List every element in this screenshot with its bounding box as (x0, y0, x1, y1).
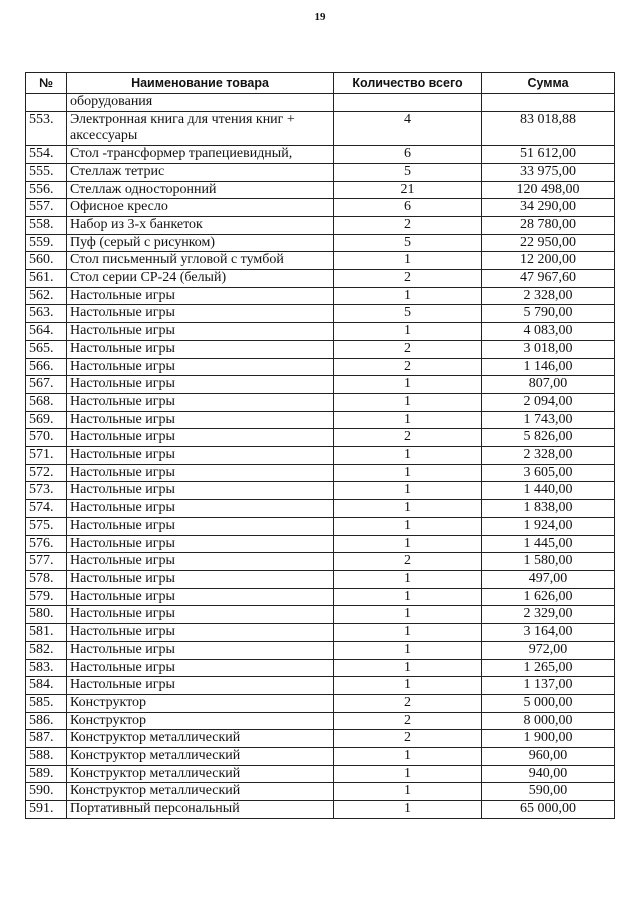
cell-sum: 1 146,00 (482, 358, 615, 376)
table-row (26, 712, 615, 730)
cell-name: Конструктор металлический (67, 765, 334, 783)
cell-qty: 21 (334, 181, 482, 199)
cell-sum: 1 137,00 (482, 677, 615, 695)
cell-num: 556. (26, 181, 67, 199)
cell-sum: 12 200,00 (482, 252, 615, 270)
cell-num: 559. (26, 234, 67, 252)
cell-qty: 5 (334, 163, 482, 181)
cell-num: 557. (26, 199, 67, 217)
cell-num: 567. (26, 376, 67, 394)
cell-qty: 2 (334, 340, 482, 358)
cell-qty: 6 (334, 146, 482, 164)
table-row (26, 199, 615, 217)
cell-qty: 1 (334, 464, 482, 482)
cell-name: Настольные игры (67, 500, 334, 518)
table-row (26, 748, 615, 766)
cell-sum: 34 290,00 (482, 199, 615, 217)
cell-qty: 6 (334, 199, 482, 217)
cell-name: Настольные игры (67, 447, 334, 465)
cell-sum: 807,00 (482, 376, 615, 394)
cell-sum: 1 440,00 (482, 482, 615, 500)
cell-num: 588. (26, 748, 67, 766)
table-row (26, 535, 615, 553)
cell-name: Офисное кресло (67, 199, 334, 217)
table-row (26, 287, 615, 305)
cell-qty (334, 94, 482, 112)
cell-sum: 3 018,00 (482, 340, 615, 358)
cell-name: Настольные игры (67, 624, 334, 642)
table-row (26, 606, 615, 624)
table-row (26, 181, 615, 199)
cell-name: Набор из 3-х банкеток (67, 216, 334, 234)
cell-num: 591. (26, 801, 67, 819)
cell-sum: 3 164,00 (482, 624, 615, 642)
cell-sum: 28 780,00 (482, 216, 615, 234)
cell-num: 563. (26, 305, 67, 323)
cell-sum: 33 975,00 (482, 163, 615, 181)
cell-qty: 1 (334, 801, 482, 819)
cell-qty: 1 (334, 252, 482, 270)
cell-qty: 1 (334, 677, 482, 695)
cell-name: Конструктор (67, 694, 334, 712)
cell-name: Настольные игры (67, 287, 334, 305)
cell-sum: 1 838,00 (482, 500, 615, 518)
cell-sum: 3 605,00 (482, 464, 615, 482)
cell-sum: 5 000,00 (482, 694, 615, 712)
cell-name: Стеллаж односторонний (67, 181, 334, 199)
cell-qty: 1 (334, 411, 482, 429)
cell-qty: 4 (334, 111, 482, 145)
cell-name: Портативный персональный (67, 801, 334, 819)
table-row (26, 641, 615, 659)
cell-qty: 1 (334, 535, 482, 553)
cell-name: Настольные игры (67, 482, 334, 500)
table-row (26, 801, 615, 819)
header-num: № (26, 73, 67, 94)
cell-num: 553. (26, 111, 67, 145)
goods-table (25, 72, 615, 819)
table-row (26, 500, 615, 518)
cell-num: 590. (26, 783, 67, 801)
cell-sum: 960,00 (482, 748, 615, 766)
cell-num: 587. (26, 730, 67, 748)
cell-name: Конструктор (67, 712, 334, 730)
table-row (26, 270, 615, 288)
table-row (26, 553, 615, 571)
cell-num: 575. (26, 517, 67, 535)
cell-num: 564. (26, 323, 67, 341)
cell-num: 583. (26, 659, 67, 677)
header-qty: Количество всего (334, 73, 482, 94)
table-row (26, 376, 615, 394)
cell-num: 565. (26, 340, 67, 358)
cell-sum: 1 743,00 (482, 411, 615, 429)
cell-sum: 1 265,00 (482, 659, 615, 677)
cell-num: 584. (26, 677, 67, 695)
cell-name: Настольные игры (67, 570, 334, 588)
cell-name: Настольные игры (67, 659, 334, 677)
cell-name: Пуф (серый с рисунком) (67, 234, 334, 252)
cell-num: 580. (26, 606, 67, 624)
cell-name: Стол серии СР-24 (белый) (67, 270, 334, 288)
cell-qty: 1 (334, 287, 482, 305)
table-row (26, 482, 615, 500)
cell-name: Настольные игры (67, 358, 334, 376)
table-row (26, 765, 615, 783)
cell-sum: 972,00 (482, 641, 615, 659)
cell-sum: 2 328,00 (482, 447, 615, 465)
cell-name: Настольные игры (67, 323, 334, 341)
table-row (26, 163, 615, 181)
cell-sum: 22 950,00 (482, 234, 615, 252)
cell-sum: 2 094,00 (482, 393, 615, 411)
table-row (26, 305, 615, 323)
cell-num (26, 94, 67, 112)
table-row (26, 429, 615, 447)
cell-name: Настольные игры (67, 429, 334, 447)
cell-sum: 1 445,00 (482, 535, 615, 553)
cell-name: Настольные игры (67, 393, 334, 411)
cell-qty: 1 (334, 588, 482, 606)
cell-sum: 8 000,00 (482, 712, 615, 730)
cell-sum: 1 900,00 (482, 730, 615, 748)
table-row (26, 517, 615, 535)
table-row (26, 588, 615, 606)
cell-name: Конструктор металлический (67, 748, 334, 766)
cell-qty: 1 (334, 500, 482, 518)
cell-num: 579. (26, 588, 67, 606)
cell-qty: 2 (334, 216, 482, 234)
table-body (26, 94, 615, 819)
cell-num: 582. (26, 641, 67, 659)
cell-name: Настольные игры (67, 606, 334, 624)
cell-qty: 1 (334, 447, 482, 465)
cell-num: 562. (26, 287, 67, 305)
cell-qty: 5 (334, 305, 482, 323)
cell-name: Стол письменный угловой с тумбой (67, 252, 334, 270)
table-row (26, 694, 615, 712)
table-row (26, 659, 615, 677)
table-row (26, 570, 615, 588)
table-row (26, 146, 615, 164)
table-row (26, 252, 615, 270)
cell-qty: 1 (334, 606, 482, 624)
cell-sum: 65 000,00 (482, 801, 615, 819)
cell-name: Настольные игры (67, 464, 334, 482)
table-row (26, 624, 615, 642)
cell-sum: 1 924,00 (482, 517, 615, 535)
cell-qty: 1 (334, 376, 482, 394)
cell-sum: 497,00 (482, 570, 615, 588)
table-row (26, 730, 615, 748)
table-row (26, 234, 615, 252)
cell-sum: 2 329,00 (482, 606, 615, 624)
cell-sum: 590,00 (482, 783, 615, 801)
cell-num: 577. (26, 553, 67, 571)
cell-qty: 2 (334, 553, 482, 571)
cell-num: 554. (26, 146, 67, 164)
cell-qty: 2 (334, 270, 482, 288)
cell-name: оборудования (67, 94, 334, 112)
table-row (26, 111, 615, 145)
cell-num: 570. (26, 429, 67, 447)
cell-qty: 1 (334, 659, 482, 677)
cell-num: 561. (26, 270, 67, 288)
header-name: Наименование товара (67, 73, 334, 94)
cell-num: 574. (26, 500, 67, 518)
cell-qty: 1 (334, 748, 482, 766)
cell-num: 578. (26, 570, 67, 588)
cell-name: Настольные игры (67, 641, 334, 659)
cell-qty: 1 (334, 765, 482, 783)
cell-num: 586. (26, 712, 67, 730)
table-row (26, 323, 615, 341)
header-sum: Сумма (482, 73, 615, 94)
cell-sum: 47 967,60 (482, 270, 615, 288)
table-row (26, 783, 615, 801)
cell-name: Конструктор металлический (67, 730, 334, 748)
table-row (26, 464, 615, 482)
table-row (26, 411, 615, 429)
cell-num: 585. (26, 694, 67, 712)
cell-name: Электронная книга для чтения книг + аксессуары (67, 111, 334, 145)
table-row (26, 340, 615, 358)
cell-name: Конструктор металлический (67, 783, 334, 801)
cell-qty: 1 (334, 783, 482, 801)
table-row (26, 358, 615, 376)
cell-name: Настольные игры (67, 553, 334, 571)
cell-num: 569. (26, 411, 67, 429)
cell-name: Настольные игры (67, 535, 334, 553)
cell-sum: 4 083,00 (482, 323, 615, 341)
cell-qty: 2 (334, 429, 482, 447)
cell-num: 581. (26, 624, 67, 642)
table-row (26, 447, 615, 465)
table-header-row (26, 73, 615, 94)
cell-qty: 2 (334, 730, 482, 748)
cell-num: 589. (26, 765, 67, 783)
cell-num: 568. (26, 393, 67, 411)
cell-qty: 2 (334, 694, 482, 712)
cell-sum: 1 626,00 (482, 588, 615, 606)
cell-qty: 1 (334, 323, 482, 341)
cell-num: 573. (26, 482, 67, 500)
table-row (26, 393, 615, 411)
cell-sum: 120 498,00 (482, 181, 615, 199)
table-row (26, 677, 615, 695)
cell-name: Настольные игры (67, 517, 334, 535)
table-row (26, 94, 615, 112)
cell-qty: 1 (334, 641, 482, 659)
cell-sum: 940,00 (482, 765, 615, 783)
cell-sum: 5 790,00 (482, 305, 615, 323)
cell-name: Настольные игры (67, 588, 334, 606)
cell-sum: 5 826,00 (482, 429, 615, 447)
cell-num: 558. (26, 216, 67, 234)
table-row (26, 216, 615, 234)
cell-num: 576. (26, 535, 67, 553)
cell-sum (482, 94, 615, 112)
cell-qty: 1 (334, 517, 482, 535)
cell-name: Стеллаж тетрис (67, 163, 334, 181)
cell-sum: 83 018,88 (482, 111, 615, 145)
cell-qty: 1 (334, 393, 482, 411)
cell-name: Настольные игры (67, 677, 334, 695)
cell-num: 571. (26, 447, 67, 465)
cell-name: Настольные игры (67, 411, 334, 429)
cell-num: 555. (26, 163, 67, 181)
cell-qty: 2 (334, 358, 482, 376)
cell-name: Настольные игры (67, 305, 334, 323)
cell-qty: 1 (334, 624, 482, 642)
cell-name: Настольные игры (67, 340, 334, 358)
cell-qty: 2 (334, 712, 482, 730)
cell-num: 572. (26, 464, 67, 482)
cell-num: 566. (26, 358, 67, 376)
cell-qty: 5 (334, 234, 482, 252)
cell-qty: 1 (334, 570, 482, 588)
cell-sum: 2 328,00 (482, 287, 615, 305)
cell-qty: 1 (334, 482, 482, 500)
cell-sum: 51 612,00 (482, 146, 615, 164)
page-number: 19 (314, 11, 326, 23)
cell-sum: 1 580,00 (482, 553, 615, 571)
cell-num: 560. (26, 252, 67, 270)
cell-name: Стол -трансформер трапециевидный, (67, 146, 334, 164)
cell-name: Настольные игры (67, 376, 334, 394)
